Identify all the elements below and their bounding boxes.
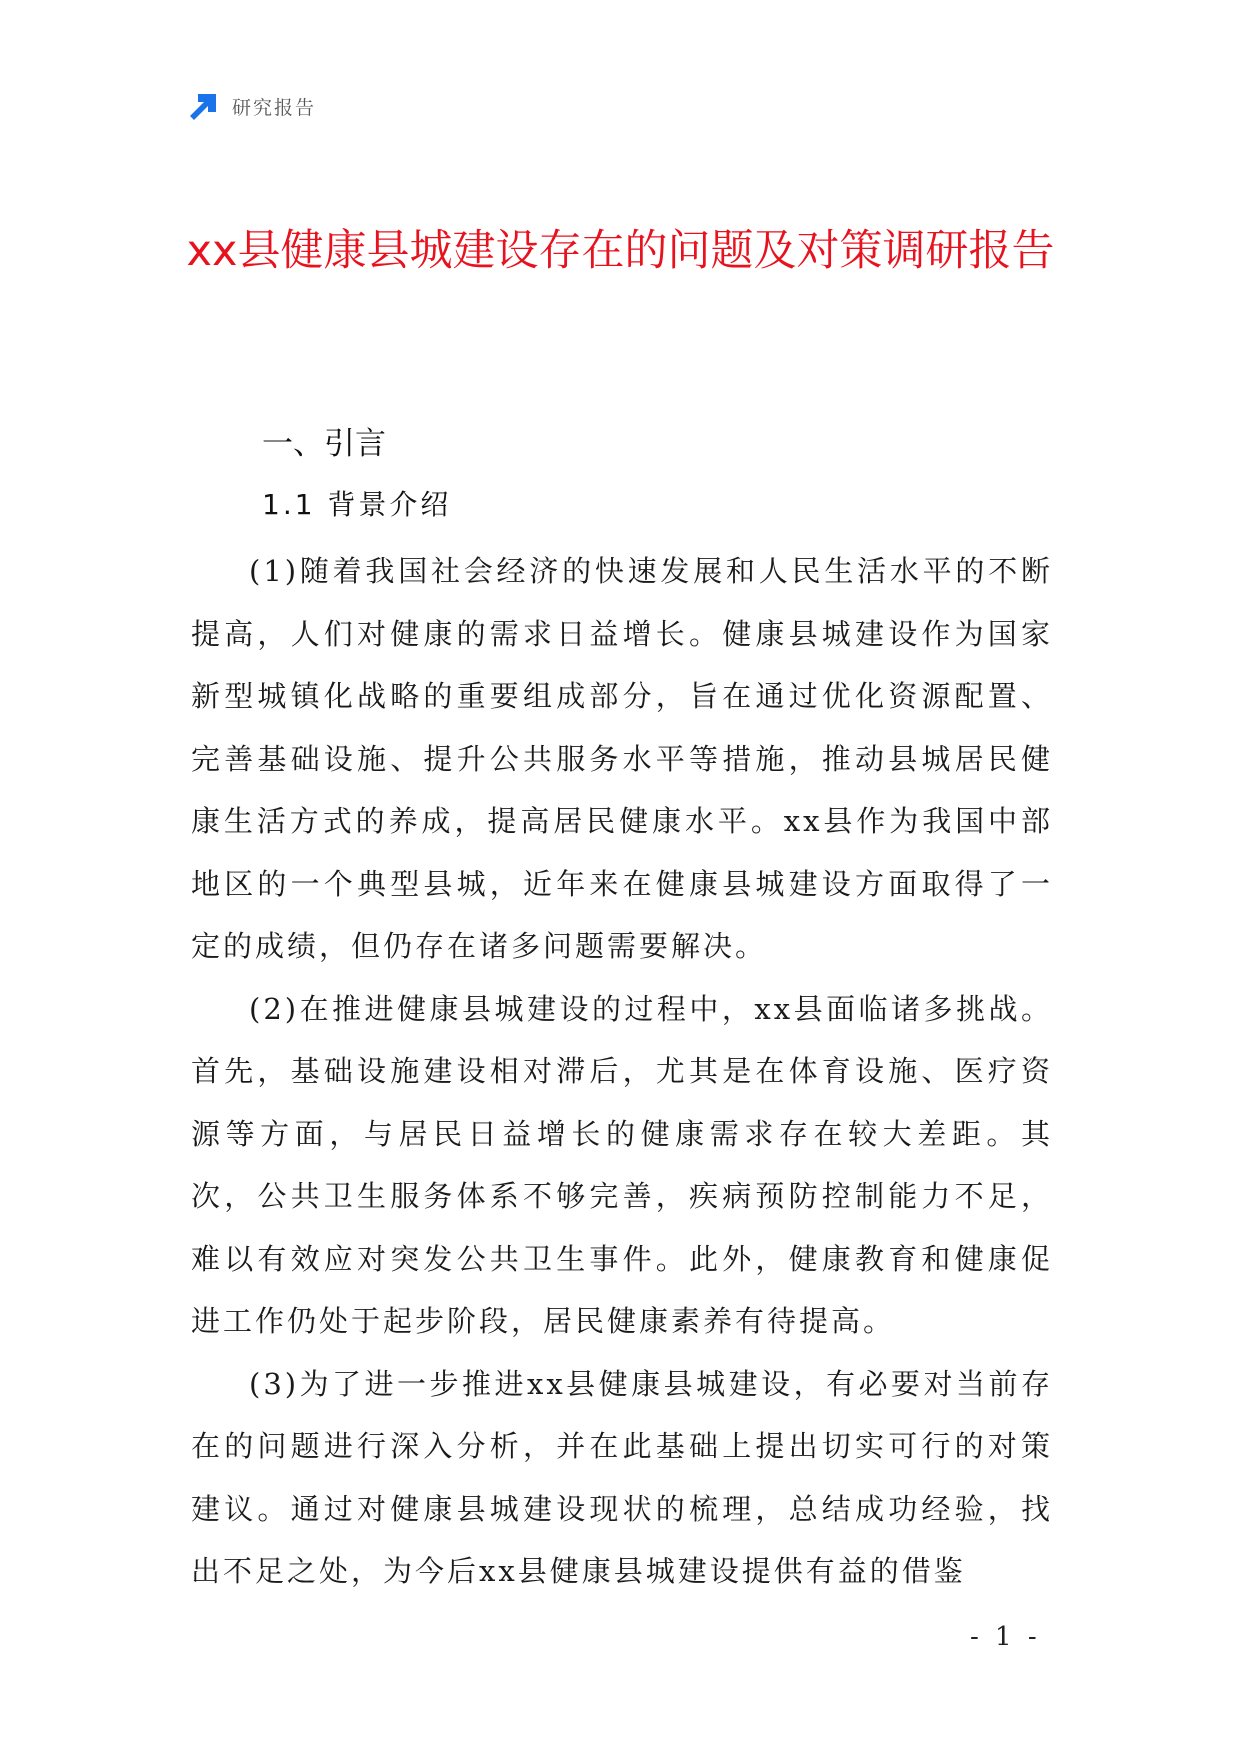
paragraph-1: (1)随着我国社会经济的快速发展和人民生活水平的不断提高，人们对健康的需求日益增长。健康县城建设作为国家新型城镇化战略的重要组成部分，旨在通过优化资源配置、完善基础设施、提升公共服务水平等措施，推动县城居民健康生活方式的养成，提高居民健康水平。xx县作为我国中部地区的一个典型县城，近年来在健康县城建设方面取得了一定的成绩，但仍存在诸多问题需要解决。 — [191, 554, 1053, 963]
section-heading: 一、引言 — [262, 426, 386, 462]
document-header — [188, 90, 316, 122]
paragraph-3: (3)为了进一步推进xx县健康县城建设，有必要对当前存在的问题进行深入分析，并在此基础上提出切实可行的对策建议。通过对健康县城建设现状的梳理，总结成功经验，找出不足之处，为今后xx县健康县城建设提供有益的借鉴 — [191, 1366, 1053, 1588]
subsection-heading: 1.1 背景介绍 — [262, 488, 452, 521]
paragraph-2: (2)在推进健康县城建设的过程中，xx县面临诸多挑战。首先，基础设施建设相对滞后，尤其是在体育设施、医疗资源等方面，与居民日益增长的健康需求存在较大差距。其次，公共卫生服务体系不够完善，疾病预防控制能力不足，难以有效应对突发公共卫生事件。此外，健康教育和健康促进工作仍处于起步阶段，居民健康素养有待提高。 — [191, 991, 1053, 1338]
arrow-up-right-icon — [188, 90, 220, 122]
header-label: 研究报告 — [232, 96, 317, 119]
document-title: xx县健康县城建设存在的问题及对策调研报告 — [186, 226, 1055, 276]
page-number: - 1 - — [970, 1622, 1041, 1652]
document-body — [191, 540, 1053, 1603]
